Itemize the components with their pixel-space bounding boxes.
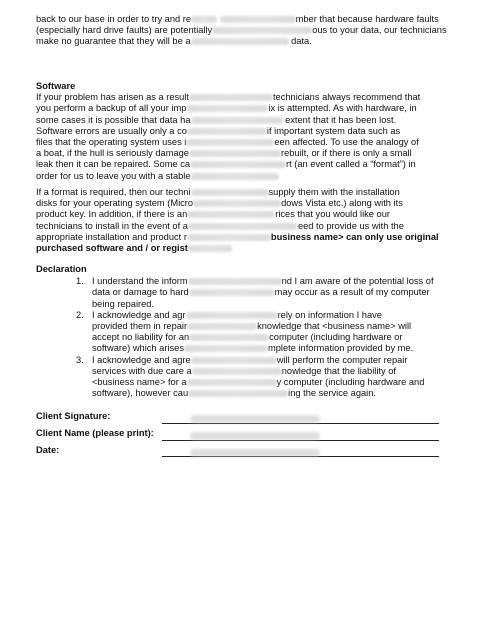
text: knowledge that <business name> will — [257, 321, 412, 332]
software-line — [36, 115, 446, 126]
format-line — [36, 198, 446, 209]
text: I acknowledge and agre — [92, 354, 191, 365]
redaction — [192, 368, 282, 375]
text: business name> can only use original — [270, 231, 439, 242]
redaction — [189, 94, 273, 101]
text: If your problem has arisen as a result — [36, 92, 189, 103]
text: ous to your data, our technicians — [312, 25, 447, 36]
redaction — [189, 334, 269, 341]
redaction — [187, 211, 275, 218]
redaction — [191, 189, 269, 196]
text: leak then it can be repaired. Some ca — [36, 159, 191, 170]
redaction — [184, 345, 268, 352]
format-line — [36, 221, 446, 232]
text: provided them in repair — [92, 321, 188, 332]
redaction — [190, 449, 320, 457]
redaction — [212, 27, 312, 34]
text: computer (including hardware or — [269, 332, 403, 343]
client-name-field[interactable] — [162, 440, 439, 441]
redaction — [187, 128, 267, 135]
software-line — [36, 103, 446, 114]
text: ing the service again. — [288, 388, 376, 399]
client-signature-label: Client Signature: — [36, 411, 111, 421]
text: supply them with the installation — [268, 187, 400, 197]
format-paragraph — [36, 187, 446, 254]
item-line — [92, 310, 446, 321]
redaction — [188, 390, 288, 397]
redaction — [186, 312, 278, 319]
text: rely on information I have — [277, 309, 382, 320]
text: mber that because hardware faults — [295, 14, 439, 24]
text: being repaired. — [92, 298, 155, 309]
text: (especially hard drive faults) are potentially — [36, 25, 213, 36]
software-line — [36, 159, 446, 170]
item-line — [92, 332, 446, 343]
redaction — [188, 223, 298, 230]
item-line — [92, 377, 446, 388]
redaction — [186, 105, 268, 112]
text: services with due care a — [92, 365, 192, 376]
text: make no guarantee that they will be a — [36, 36, 191, 47]
text: data or damage to hard — [92, 287, 189, 298]
text: accept no liability for an — [92, 332, 190, 343]
redaction — [220, 16, 296, 23]
intro-line — [36, 14, 446, 25]
intro-paragraph — [36, 14, 446, 48]
software-line — [36, 137, 446, 148]
text: if important system data such as — [266, 125, 401, 136]
redaction — [189, 150, 281, 157]
software-heading: Software — [36, 81, 76, 91]
text: some cases it is possible that data ha — [36, 114, 191, 125]
text: een affected. To use the analogy of — [274, 137, 419, 148]
text: technicians always recommend that — [272, 92, 421, 103]
text: may occur as a result of my computer — [274, 287, 430, 298]
date-label: Date: — [36, 445, 60, 455]
redaction — [193, 200, 281, 207]
redaction — [191, 16, 217, 23]
software-line — [36, 171, 446, 182]
redaction — [187, 379, 277, 386]
client-signature-field[interactable] — [162, 423, 439, 424]
format-line — [36, 187, 446, 198]
declaration-item — [36, 310, 446, 355]
redaction — [191, 117, 283, 124]
text: I understand the inform — [92, 276, 188, 287]
text: dows Vista etc.) along with its — [281, 198, 403, 209]
redaction — [187, 234, 271, 241]
redaction — [186, 139, 274, 146]
redaction — [190, 161, 286, 168]
item-line — [92, 287, 446, 298]
text: rt (an event called a “format”) in — [286, 159, 416, 170]
intro-line — [36, 25, 446, 36]
item-number: 1. — [76, 276, 84, 287]
format-line — [36, 232, 446, 243]
software-line — [36, 92, 446, 103]
text: purchased software and / or regist — [36, 243, 188, 254]
text: will perform the computer repair — [276, 354, 408, 365]
client-name-label: Client Name (please print): — [36, 428, 154, 438]
declaration-section — [36, 264, 446, 399]
item-number: 2. — [76, 309, 84, 320]
redaction — [191, 357, 277, 364]
declaration-item — [36, 355, 446, 400]
declaration-list — [36, 276, 446, 399]
text: back to our base in order to try and re — [36, 14, 192, 24]
software-section — [36, 81, 446, 182]
text: software), however cau — [92, 388, 189, 399]
redaction — [189, 289, 275, 296]
text: appropriate installation and product r — [36, 231, 187, 242]
text: <business name> for a — [92, 377, 187, 388]
software-line — [36, 126, 446, 137]
text: data. — [291, 36, 312, 47]
text: eed to provide us with the — [297, 220, 404, 231]
text: rebuilt, or if there is only a small — [280, 148, 412, 159]
item-line — [92, 299, 446, 310]
declaration-item — [36, 276, 446, 310]
text: software) which arises — [92, 343, 184, 354]
text: order for us to leave you with a stable — [36, 170, 191, 181]
format-line — [36, 209, 446, 220]
item-line — [92, 388, 446, 399]
text: a boat, if the hull is seriously damage — [36, 148, 189, 159]
text: disks for your operating system (Micro — [36, 198, 194, 209]
redaction — [191, 173, 279, 180]
text: Software errors are usually only a co — [36, 125, 187, 136]
intro-line — [36, 36, 446, 47]
item-line — [92, 343, 446, 354]
text: you perform a backup of all your imp — [36, 103, 187, 114]
text: I acknowledge and agr — [92, 309, 186, 320]
text: extent that it has been lost. — [285, 114, 397, 125]
format-line — [36, 243, 446, 254]
text: nowledge that the liability of — [281, 365, 396, 376]
item-line — [92, 355, 446, 366]
redaction — [188, 278, 282, 285]
text: product key. In addition, if there is an — [36, 209, 188, 220]
text: y computer (including hardware and — [276, 377, 425, 388]
redaction — [190, 415, 320, 423]
redaction — [190, 432, 320, 440]
item-line — [92, 366, 446, 377]
redaction — [187, 323, 257, 330]
text: ix is attempted. As with hardware, in — [268, 103, 417, 114]
text: If a format is required, then our techni — [36, 187, 191, 197]
text: nd I am aware of the potential loss of — [281, 276, 434, 287]
software-line — [36, 148, 446, 159]
item-line — [92, 276, 446, 287]
text: mplete information provided by me. — [267, 343, 414, 354]
text: files that the operating system uses i — [36, 137, 187, 148]
redaction — [191, 38, 289, 45]
text: technicians to install in the event of a — [36, 220, 188, 231]
redaction — [188, 245, 232, 252]
text: rices that you would like our — [275, 209, 390, 220]
item-number: 3. — [76, 354, 84, 365]
declaration-heading: Declaration — [36, 264, 87, 274]
item-line — [92, 321, 446, 332]
